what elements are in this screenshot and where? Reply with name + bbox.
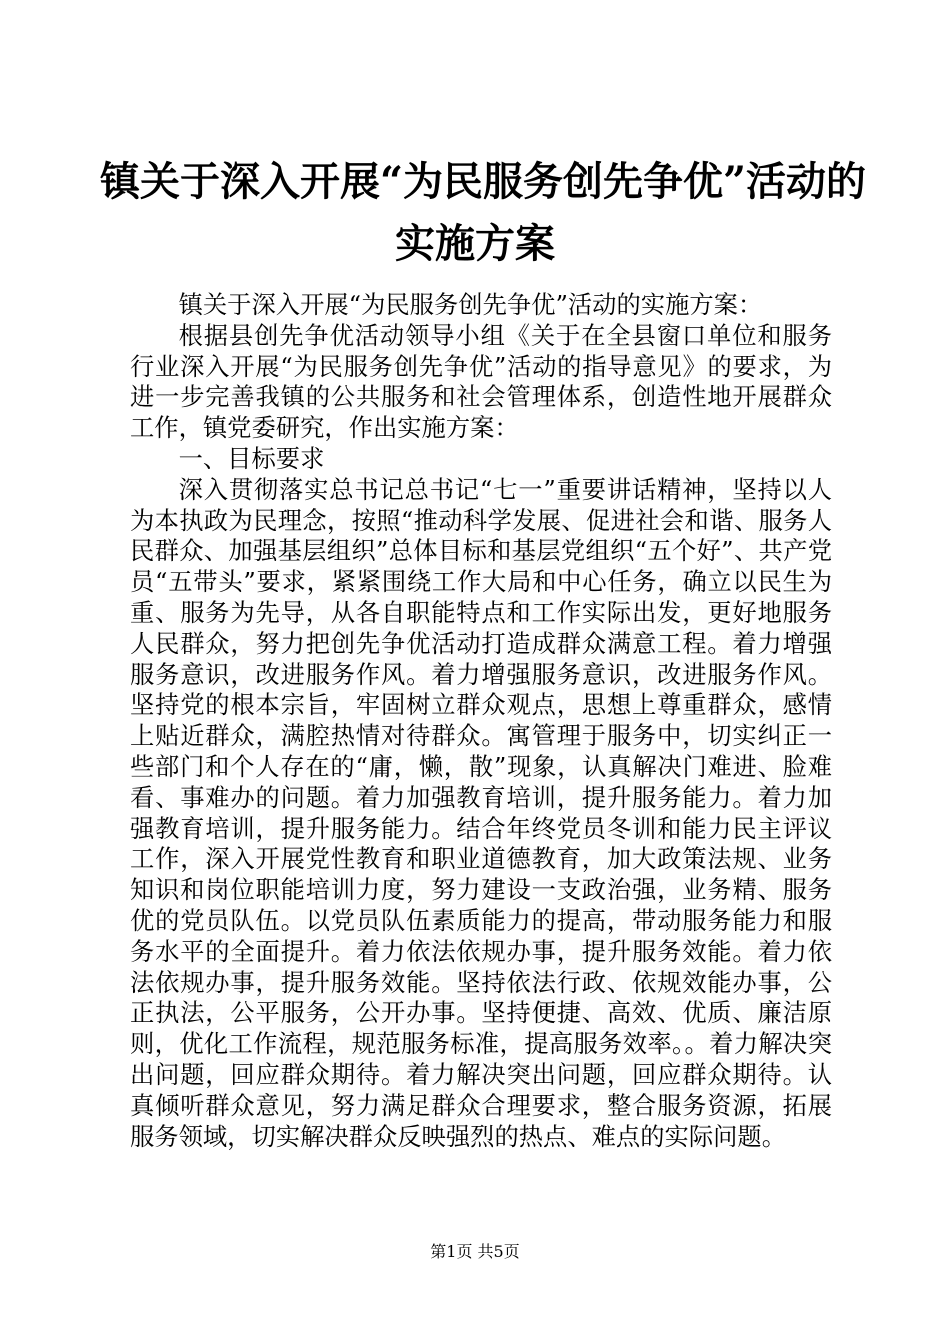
paragraph-intro: 镇关于深入开展“为民服务创先争优”活动的实施方案： (178, 290, 763, 319)
paragraph-goals-content: 深入贯彻落实总书记总书记“七一”重要讲话精神，坚持以人为本执政为民理念，按照“推动科学发展、促进社会和谐、服务人民群众、加强基层组织”总体目标和基层党组织“五个好”、共产党员“五带头”要求，紧紧围绕工作大局和中心任务，确立以民生为重、服务为先导，从各自职能特点和工作实际出发，更好地服务人民群众，努力把创先争优活动打造成群众满意工程。着力增强服务意识，改进服务作风。着力增强服务意识，改进服务作风。坚持党的根本宗旨，牢固树立群众观点，思想上尊重群众，感情上贴近群众，满腔热情对待群众。寓管理于服务中，切实纠正一些部门和个人存在的“庸，懒，散”现象，认真解决门难进、脸难看、事难办的问题。着力加强教育培训，提升服务能力。着力加强教育培训，提升服务能力。结合年终党员冬训和能力民主评议工作，深入开展党性教育和职业道德教育，加大政策法规、业务知识和岗位职能培训力度，努力建设一支政治强，业务精、服务优的党员队伍。以党员队伍素质能力的提高，带动服务能力和服务水平的全面提升。着力依法依规办事，提升服务效能。着力依法依规办事，提升服务效能。坚持依法行政、依规效能办事，公正执法，公平服务，公开办事。坚持便捷、高效、优质、廉洁原则，优化工作流程，规范服务标准，提高服务效率。。着力解决突出问题，回应群众期待。着力解决突出问题，回应群众期待。认真倾听群众意见，努力满足群众合理要求，整合服务资源，拓展服务领域，切实解决群众反映强烈的热点、难点的实际问题。 (130, 474, 832, 1151)
document-body (130, 290, 832, 1152)
page-footer: 第1页 共5页 (430, 1242, 520, 1261)
paragraph-basis: 根据县创先争优活动领导小组《关于在全县窗口单位和服务行业深入开展“为民服务创先争优”活动的指导意见》的要求，为进一步完善我镇的公共服务和社会管理体系，创造性地开展群众工作，镇党委研究，作出实施方案： (130, 320, 832, 443)
document-title-line-2: 实施方案 (395, 220, 555, 267)
document-title-line-1: 镇关于深入开展“为民服务创先争优”活动的 (100, 158, 867, 205)
section-heading-goals: 一、目标要求 (178, 443, 325, 473)
